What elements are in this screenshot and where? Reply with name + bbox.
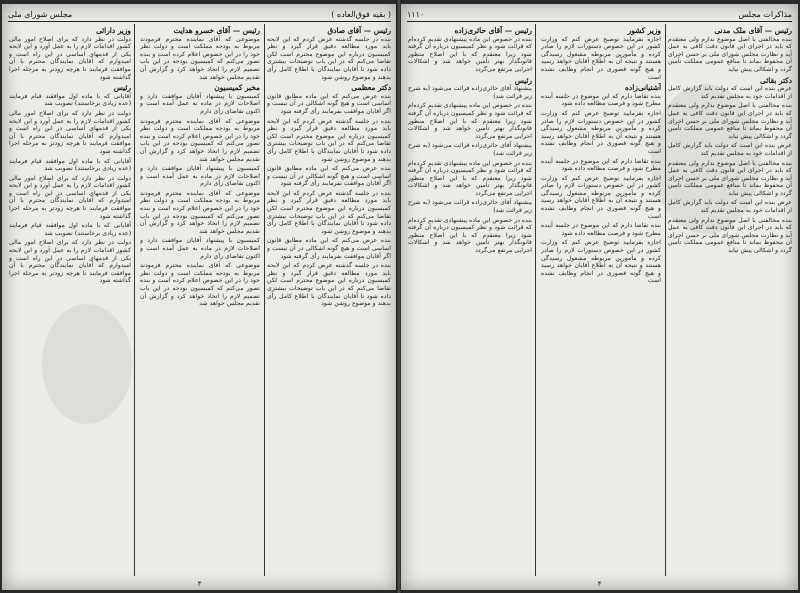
left-page-header [8, 7, 391, 22]
column-divider [264, 24, 265, 576]
column-heading: رئیس [514, 75, 532, 85]
left-page-number: ۳ [197, 580, 202, 588]
column-text: دولت در نظر دارد که برای اصلاح امور مالی کشور اقدامات لازم را به عمل آورد و این لایحه یکی از قدمهای اساسی در این راه است و امیدوارم که آقایان نمایندگان محترم با آن موافقت فرمایند تا هرچه زودتر به مرحله اجرا گذاشته شود [9, 35, 131, 81]
right-header-right: مذاکرات مجلس [738, 9, 792, 19]
column-text: بنده در جلسه گذشته عرض کردم که این لایحه باید مورد مطالعه دقیق قرار گیرد و نظر کمیسیون درباره این موضوع محترم است لکن تقاضا می‌کنم که در این باب توضیحات بیشتری داده شود تا آقایان نمایندگان با اطلاع کامل رأی بدهند و موضوع روشن شود [267, 117, 391, 163]
column-text: بنده مخالفتی با اصل موضوع ندارم ولی معتقدم که باید در اجرای این قانون دقت کافی به عمل آید و نظارت مجلس شورای ملی بر حسن اجرای آن محفوظ بماند تا منافع عمومی مملکت تأمین گردد و اشکالی پیش نیاید [668, 159, 792, 197]
column-text: موضوعی که آقای نماینده محترم فرمودند مربوط به بودجه مملکت است و دولت نظر خود را در این خصوص اعلام کرده است و بنده تصور می‌کنم که کمیسیون بودجه در این باب تصمیم لازم را اتخاذ خواهد کرد و گزارش آن تقدیم مجلس خواهد شد [140, 262, 260, 308]
column-text: بنده مخالفتی با اصل موضوع ندارم ولی معتقدم که باید در اجرای این قانون دقت کافی به عمل آید و نظارت مجلس شورای ملی بر حسن اجرای آن محفوظ بماند تا منافع عمومی مملکت تأمین گردد و اشکالی پیش نیاید [668, 216, 792, 255]
right-page-column-2 [541, 24, 661, 576]
column-text: عرض بنده این است که دولت باید گزارش کامل از اقدامات خود به مجلس تقدیم کند [668, 142, 792, 157]
column-text: بنده مخالفتی با اصل موضوع ندارم ولی معتقدم که باید در اجرای این قانون دقت کافی به عمل آید و نظارت مجلس شورای ملی بر حسن اجرای آن محفوظ بماند تا منافع عمومی مملکت تأمین گردد و اشکالی پیش نیاید [668, 102, 792, 140]
column-heading: رئیس — آقای صادق [327, 26, 391, 35]
column-text: بنده عرض می‌کنم که این ماده مطابق قانون اساسی است و هیچ گونه اشکالی در آن نیست و اگر آقایان موافقت بفرمایند رأی گرفته شود [267, 237, 391, 260]
column-heading: رئیس — آقای حائری‌زاده [454, 26, 532, 35]
column-heading: رئیس — آقای خسرو هدایت [173, 26, 260, 35]
column-text: اجازه بفرمایید توضیح عرض کنم که وزارت کشور در این خصوص دستورات لازم را صادر کرده و مأمورین مربوطه مشغول رسیدگی هستند و نتیجه آن به اطلاع آقایان خواهد رسید و هیچ گونه قصوری در انجام وظایف نشده است [541, 109, 661, 155]
column-heading: دکتر معظمی [351, 83, 391, 93]
column-text: بنده در جلسه گذشته عرض کردم که این لایحه باید مورد مطالعه دقیق قرار گیرد و نظر کمیسیون درباره این موضوع محترم است لکن تقاضا می‌کنم که در این باب توضیحات بیشتری داده شود تا آقایان نمایندگان با اطلاع کامل رأی بدهند و موضوع روشن شود [267, 262, 391, 308]
column-text: آقایانی که با ماده اول موافقند قیام فرمایند (عده زیادی برخاستند) تصویب شد [9, 157, 131, 173]
left-page-column-2 [140, 24, 260, 576]
column-divider [665, 24, 666, 576]
right-page-header [407, 7, 792, 22]
column-text: بنده عرض می‌کنم که این ماده مطابق قانون اساسی است و هیچ گونه اشکالی در آن نیست و اگر آقایان موافقت بفرمایند رأی گرفته شود [267, 165, 391, 188]
column-text: عرض بنده این است که دولت باید گزارش کامل از اقدامات خود به مجلس تقدیم کند [668, 199, 792, 215]
column-heading: دکتر بقائی [760, 75, 792, 85]
column-heading: مخبر کمیسیون [214, 83, 260, 93]
right-page-number: ۴ [597, 580, 602, 588]
column-text: کمیسیون با پیشنهاد آقایان موافقت دارد و اصلاحات لازم در ماده به عمل آمده است و اکنون تقاضای رأی دارم [140, 165, 260, 188]
column-text: بنده در جلسه گذشته عرض کردم که این لایحه باید مورد مطالعه دقیق قرار گیرد و نظر کمیسیون درباره این موضوع محترم است لکن تقاضا می‌کنم که در این باب توضیحات بیشتری داده شود تا آقایان نمایندگان با اطلاع کامل رأی بدهند و موضوع روشن شود [267, 189, 391, 235]
column-text: بنده عرض می‌کنم که این ماده مطابق قانون اساسی است و هیچ گونه اشکالی در آن نیست و اگر آقایان موافقت بفرمایند رأی گرفته شود [267, 92, 391, 115]
column-text: اجازه بفرمایید توضیح عرض کنم که وزارت کشور در این خصوص دستورات لازم را صادر کرده و مأمورین مربوطه مشغول رسیدگی هستند و نتیجه آن به اطلاع آقایان خواهد رسید و هیچ گونه قصوری در انجام وظایف نشده است [541, 174, 661, 220]
column-text: بنده تقاضا دارم که این موضوع در جلسه آینده مطرح شود و فرصت مطالعه داده شود [541, 222, 661, 237]
column-heading: آشتیانی‌زاده [625, 83, 661, 93]
column-text: موضوعی که آقای نماینده محترم فرمودند مربوط به بودجه مملکت است و دولت نظر خود را در این خصوص اعلام کرده است و بنده تصور می‌کنم که کمیسیون بودجه در این باب تصمیم لازم را اتخاذ خواهد کرد و گزارش آن تقدیم مجلس خواهد شد [140, 117, 260, 163]
column-heading: رئیس — آقای ملک مدنی [714, 26, 792, 35]
left-page-column-1 [267, 24, 391, 576]
column-text: اجازه بفرمایید توضیح عرض کنم که وزارت کشور در این خصوص دستورات لازم را صادر کرده و مأمورین مربوطه مشغول رسیدگی هستند و نتیجه آن به اطلاع آقایان خواهد رسید و هیچ گونه قصوری در انجام وظایف نشده است [541, 239, 661, 285]
right-page-column-1 [668, 24, 792, 576]
column-text: آقایانی که با ماده اول موافقند قیام فرمایند (عده زیادی برخاستند) تصویب شد [9, 222, 131, 237]
column-text: بنده مخالفتی با اصل موضوع ندارم ولی معتقدم که باید در اجرای این قانون دقت کافی به عمل آید و نظارت مجلس شورای ملی بر حسن اجرای آن محفوظ بماند تا منافع عمومی مملکت تأمین گردد و اشکالی پیش نیاید [668, 35, 792, 73]
column-heading: وزیر دارائی [95, 26, 131, 35]
column-text: بنده تقاضا دارم که این موضوع در جلسه آینده مطرح شود و فرصت مطالعه داده شود [541, 157, 661, 173]
column-text: عرض بنده این است که دولت باید گزارش کامل از اقدامات خود به مجلس تقدیم کند [668, 85, 792, 100]
right-header-left: ۱۱۱۰ [407, 9, 425, 19]
left-header-right: ( بقیه فوق‌العاده ) [331, 9, 391, 19]
column-text: پیشنهاد آقای حائری‌زاده قرائت می‌شود (به شرح زیر قرائت شد) [408, 142, 532, 157]
column-divider [134, 24, 135, 576]
column-text: کمیسیون با پیشنهاد آقایان موافقت دارد و اصلاحات لازم در ماده به عمل آمده است و اکنون تقاضای رأی دارم [140, 237, 260, 260]
column-text: موضوعی که آقای نماینده محترم فرمودند مربوط به بودجه مملکت است و دولت نظر خود را در این خصوص اعلام کرده است و بنده تصور می‌کنم که کمیسیون بودجه در این باب تصمیم لازم را اتخاذ خواهد کرد و گزارش آن تقدیم مجلس خواهد شد [140, 35, 260, 81]
left-page-column-3 [9, 24, 131, 576]
column-text: بنده در جلسه گذشته عرض کردم که این لایحه باید مورد مطالعه دقیق قرار گیرد و نظر کمیسیون درباره این موضوع محترم است لکن تقاضا می‌کنم که در این باب توضیحات بیشتری داده شود تا آقایان نمایندگان با اطلاع کامل رأی بدهند و موضوع روشن شود [267, 35, 391, 81]
column-text: پیشنهاد آقای حائری‌زاده قرائت می‌شود (به شرح زیر قرائت شد) [408, 199, 532, 215]
column-text: موضوعی که آقای نماینده محترم فرمودند مربوط به بودجه مملکت است و دولت نظر خود را در این خصوص اعلام کرده است و بنده تصور می‌کنم که کمیسیون بودجه در این باب تصمیم لازم را اتخاذ خواهد کرد و گزارش آن تقدیم مجلس خواهد شد [140, 189, 260, 235]
column-text: بنده در خصوص این ماده پیشنهادی تقدیم کرده‌ام که قرائت شود و نظر کمیسیون درباره آن گرفته شود زیرا معتقدم که با این اصلاح منظور قانونگذار بهتر تأمین خواهد شد و اشکالات اجرایی مرتفع می‌گردد [408, 216, 532, 255]
column-text: دولت در نظر دارد که برای اصلاح امور مالی کشور اقدامات لازم را به عمل آورد و این لایحه یکی از قدمهای اساسی در این راه است و امیدوارم که آقایان نمایندگان محترم با آن موافقت فرمایند تا هرچه زودتر به مرحله اجرا گذاشته شود [9, 239, 131, 285]
left-header-left: مجلس شورای ملی [8, 9, 73, 19]
column-text: بنده در خصوص این ماده پیشنهادی تقدیم کرده‌ام که قرائت شود و نظر کمیسیون درباره آن گرفته شود زیرا معتقدم که با این اصلاح منظور قانونگذار بهتر تأمین خواهد شد و اشکالات اجرایی مرتفع می‌گردد [408, 159, 532, 197]
right-page [401, 4, 798, 590]
column-text: دولت در نظر دارد که برای اصلاح امور مالی کشور اقدامات لازم را به عمل آورد و این لایحه یکی از قدمهای اساسی در این راه است و امیدوارم که آقایان نمایندگان محترم با آن موافقت فرمایند تا هرچه زودتر به مرحله اجرا گذاشته شود [9, 109, 131, 155]
column-divider [535, 24, 536, 576]
right-page-column-3 [408, 24, 532, 576]
column-text: بنده در خصوص این ماده پیشنهادی تقدیم کرده‌ام که قرائت شود و نظر کمیسیون درباره آن گرفته شود زیرا معتقدم که با این اصلاح منظور قانونگذار بهتر تأمین خواهد شد و اشکالات اجرایی مرتفع می‌گردد [408, 35, 532, 73]
column-heading: وزیر کشور [627, 26, 661, 35]
left-page [2, 4, 397, 590]
column-text: کمیسیون با پیشنهاد آقایان موافقت دارد و اصلاحات لازم در ماده به عمل آمده است و اکنون تقاضای رأی دارم [140, 92, 260, 115]
column-text: آقایانی که با ماده اول موافقند قیام فرمایند (عده زیادی برخاستند) تصویب شد [9, 92, 131, 108]
column-text: پیشنهاد آقای حائری‌زاده قرائت می‌شود (به شرح زیر قرائت شد) [408, 85, 532, 100]
column-heading: رئیس [113, 83, 131, 93]
column-text: بنده تقاضا دارم که این موضوع در جلسه آینده مطرح شود و فرصت مطالعه داده شود [541, 92, 661, 108]
column-text: بنده در خصوص این ماده پیشنهادی تقدیم کرده‌ام که قرائت شود و نظر کمیسیون درباره آن گرفته شود زیرا معتقدم که با این اصلاح منظور قانونگذار بهتر تأمین خواهد شد و اشکالات اجرایی مرتفع می‌گردد [408, 102, 532, 140]
column-text: دولت در نظر دارد که برای اصلاح امور مالی کشور اقدامات لازم را به عمل آورد و این لایحه یکی از قدمهای اساسی در این راه است و امیدوارم که آقایان نمایندگان محترم با آن موافقت فرمایند تا هرچه زودتر به مرحله اجرا گذاشته شود [9, 174, 131, 220]
column-text: اجازه بفرمایید توضیح عرض کنم که وزارت کشور در این خصوص دستورات لازم را صادر کرده و مأمورین مربوطه مشغول رسیدگی هستند و نتیجه آن به اطلاع آقایان خواهد رسید و هیچ گونه قصوری در انجام وظایف نشده است [541, 35, 661, 81]
